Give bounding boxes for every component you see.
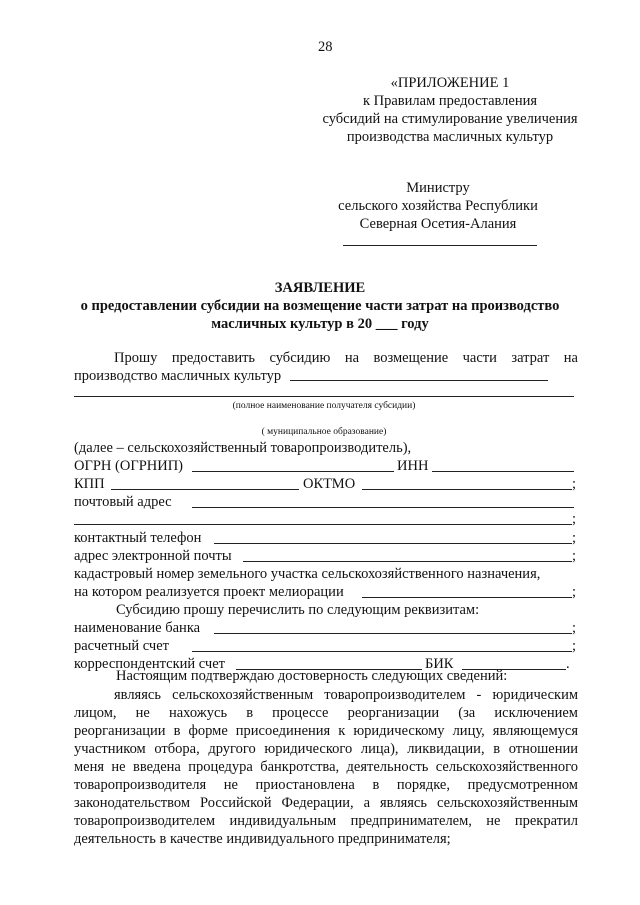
document-subtitle-line-2: масличных культур в 20 ___ году	[211, 316, 429, 332]
account-field	[192, 651, 572, 652]
cadastral-field	[362, 597, 572, 598]
semicolon-1: ;	[572, 476, 577, 492]
confirm-line-7: законодательством Российской Федерации, а являясь сельскохозяйственным	[74, 795, 578, 811]
inn-label: ИНН	[397, 458, 429, 474]
appendix-line-1: к Правилам предоставления	[362, 93, 538, 109]
semicolon-3: ;	[572, 530, 577, 546]
intro-line-2: производство масличных культур	[74, 368, 282, 384]
further-label: (далее – сельскохозяйственный товаропроизводитель),	[74, 440, 412, 456]
appendix-line-3: производства масличных культур	[346, 129, 554, 145]
confirm-line-6: товаропроизводителя не приостановлена в порядке, предусмотренном	[74, 777, 578, 793]
kpp-label: КПП	[74, 476, 105, 492]
recipient-name-line	[74, 396, 574, 397]
final-dot: .	[566, 656, 570, 672]
bank-label: наименование банка	[74, 620, 201, 636]
addressee-line-2: сельского хозяйства Республики	[338, 198, 538, 214]
semicolon-5: ;	[572, 584, 577, 600]
postal-label: почтовый адрес	[74, 494, 172, 510]
municipal-hint: ( муниципальное образование)	[261, 427, 387, 437]
semicolon-6: ;	[572, 620, 577, 636]
addressee-line-3: Северная Осетия-Алания	[359, 216, 517, 232]
kpp-field	[111, 489, 299, 490]
bik-label: БИК	[425, 656, 454, 672]
oktmo-label: ОКТМО	[303, 476, 356, 492]
phone-field	[214, 543, 572, 544]
intro-fill-line	[290, 380, 548, 381]
confirm-line-8: товаропроизводителем индивидуальным предпринимателем, не прекратил	[74, 813, 578, 829]
semicolon-7: ;	[572, 638, 577, 654]
postal-field-2	[74, 524, 572, 525]
confirm-heading: Настоящим подтверждаю достоверность следующих сведений:	[116, 668, 508, 684]
account-label: расчетный счет	[74, 638, 169, 654]
ogrn-field	[192, 471, 394, 472]
page-number: 28	[318, 39, 333, 55]
ogrn-label: ОГРН (ОГРНИП)	[74, 458, 184, 474]
confirm-line-9: деятельность в качестве индивидуального предпринимателя;	[74, 831, 451, 847]
addressee-signature-line	[343, 245, 537, 246]
document-subtitle-line-1: о предоставлении субсидии на возмещение части затрат на производство	[80, 298, 560, 314]
postal-field	[192, 507, 574, 508]
addressee-line-1: Министру	[406, 180, 470, 196]
recipient-hint: (полное наименование получателя субсидии)	[232, 401, 416, 411]
email-field	[243, 561, 572, 562]
document-title: ЗАЯВЛЕНИЕ	[274, 280, 366, 296]
semicolon-4: ;	[572, 548, 577, 564]
corr-account-label: корреспондентский счет	[74, 656, 225, 672]
appendix-line-2: субсидий на стимулирование увеличения	[322, 111, 578, 127]
cadastral-line-1: кадастровый номер земельного участка сельскохозяйственного назначения,	[74, 566, 541, 582]
oktmo-field	[362, 489, 572, 490]
appendix-title: «ПРИЛОЖЕНИЕ 1	[390, 75, 510, 91]
bank-field	[214, 633, 572, 634]
semicolon-2: ;	[572, 511, 577, 527]
inn-field	[432, 471, 574, 472]
confirm-line-1: являясь сельскохозяйственным товаропроизводителем - юридическим	[114, 687, 578, 703]
confirm-line-5: меня не введена процедура банкротства, деятельность сельскохозяйственного	[74, 759, 578, 775]
confirm-line-3: реорганизации в форме присоединения к юридическому лицу, являющемуся	[74, 723, 578, 739]
confirm-line-2: лицом, не нахожусь в процессе реорганизации (за исключением	[74, 705, 578, 721]
intro-line-1: Прошу предоставить субсидию на возмещение части затрат на	[114, 350, 578, 366]
cadastral-line-2: на котором реализуется проект мелиорации	[74, 584, 344, 600]
transfer-heading: Субсидию прошу перечислить по следующим реквизитам:	[116, 602, 480, 618]
confirm-line-4: участником отбора, другого юридического лица), ликвидации, в отношении	[74, 741, 578, 757]
phone-label: контактный телефон	[74, 530, 202, 546]
email-label: адрес электронной почты	[74, 548, 232, 564]
